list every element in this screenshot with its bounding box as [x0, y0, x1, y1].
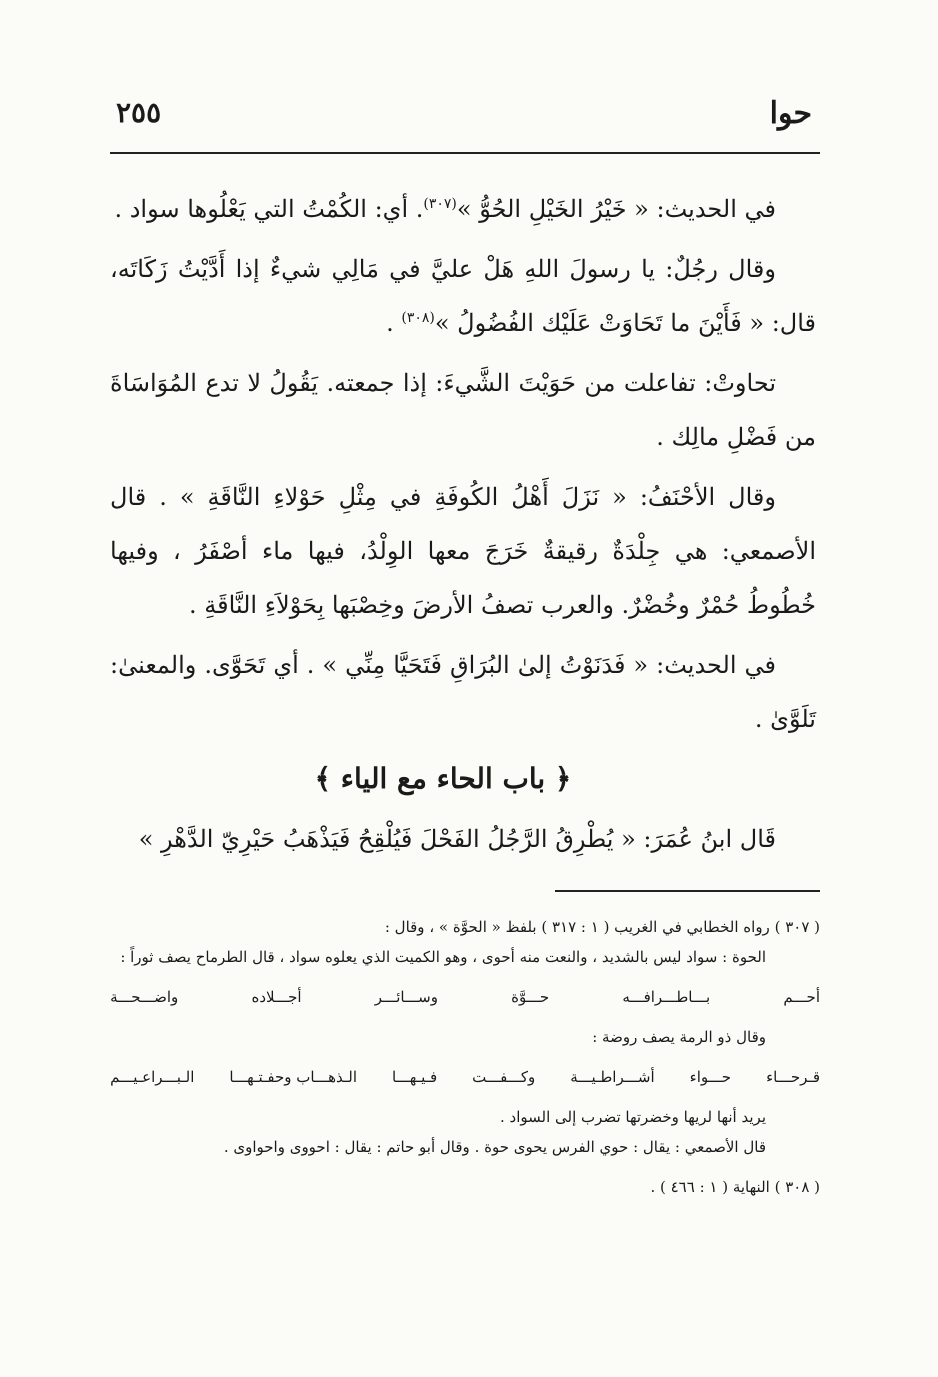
footnotes [110, 912, 820, 1202]
paragraph-6: قَال ابنُ عُمَرَ: « يُطْرِقُ الرَّجُلُ الفَحْلَ فَيُلْقِحُ فَيَذْهَبُ حَيْرِيّ الدَّهْرِ » [138, 825, 776, 853]
main-text [110, 182, 816, 872]
footnote-307-line-5: قال الأصمعي : يقال : حوي الفرس يحوى حوة . وقال أبو حاتم : يقال : احووى واحواوى . [223, 1138, 766, 1156]
paragraph-2-text: وقال رجُلٌ: يا رسولَ اللهِ هَلْ عليَّ في مَالِي شيءٌ إذا أَدَّيْتُ زَكَاتَه، قال: « فَأَيْنَ ما تَحَاوَتْ عَلَيْك الفُضُولُ » [110, 255, 816, 337]
footnote-308: ( ٣٠٨ ) النهاية ( ١ : ٤٦٦ ) . [650, 1178, 820, 1196]
footnote-ref-307[interactable]: (٣٠٧) [423, 196, 457, 212]
verse-2-word: الـبـــراعـيـــم [110, 1068, 195, 1086]
verse-1-word: بـــاطـــرافـــه [622, 988, 711, 1006]
page-header [110, 92, 820, 142]
footnote-ref-308[interactable]: (٣٠٨) [401, 310, 435, 326]
verse-2-word: وكـــفـــت [472, 1068, 536, 1086]
page-number: ٢٥٥ [116, 96, 162, 129]
footnote-divider [555, 890, 820, 892]
verse-1-word: أجـــلاده [251, 988, 302, 1006]
footnote-307-line-1: ( ٣٠٧ ) رواه الخطابي في الغريب ( ١ : ٣١٧ ) بلفظ « الحوَّة » ، وقال : [384, 918, 820, 936]
verse-1-word: وســـائـــر [374, 988, 438, 1006]
header-divider [110, 152, 820, 154]
paragraph-1-tail: . أي: الكُمْتُ التي يَعْلُوها سواد . [114, 195, 424, 223]
verse-1 [110, 982, 820, 1012]
verse-2-word: قـرحـــاء [766, 1068, 820, 1086]
paragraph-1 [110, 182, 816, 236]
paragraph-5: في الحديث: « فَدَنَوْتُ إلىٰ البُرَاقِ فَتَحَيَّا مِنِّي » . أي تَحَوَّى. والمعنىٰ: تَلَوَّىٰ . [110, 651, 816, 733]
running-headword: حوا [769, 96, 812, 131]
verse-2-word: حـــواء [689, 1068, 732, 1086]
verse-2-word: فـيـهـــا [392, 1068, 438, 1086]
verse-1-word: واضـــحـــة [110, 988, 179, 1006]
footnote-307-line-3: وقال ذو الرمة يصف روضة : [592, 1028, 766, 1046]
paragraph-2-tail: . [386, 309, 402, 337]
verse-1-word: أحـــم [783, 988, 820, 1006]
paragraph-4: وقال الأحْنَفُ: « نَزَلَ أَهْلُ الكُوفَةِ في مِثْلِ حَوْلاءِ النَّاقَةِ » . قال الأصمعي: هي جِلْدَةٌ رقيقةٌ خَرَجَ معها الوِلْدُ، فيها ماء أصْفَرُ ، وفيها خُطُوطُ حُمْرٌ وخُضْرٌ. والعرب تصفُ الأرضَ وخِصْبَها بِحَوْلاَءِ النَّاقَةِ . [110, 483, 816, 619]
verse-1-word: حـــوَّة [511, 988, 550, 1006]
footnote-307-line-2: الحوة : سواد ليس بالشديد ، والنعت منه أحوى ، وهو الكميت الذي يعلوه سواد ، قال الطرماح يصف ثوراً : [120, 948, 766, 966]
paragraph-1-text: في الحديث: « خَيْرُ الخَيْلِ الحُوُّ » [456, 195, 776, 223]
verse-2-word: الـذهـــاب وحفـتـهـــا [229, 1068, 358, 1086]
paragraph-2 [110, 242, 816, 350]
paragraph-3: تحاوتْ: تفاعلت من حَوَيْتَ الشَّيءَ: إذا جمعته. يَقُولُ لا تدع المُوَاسَاةَ من فَضْلِ مالِك . [110, 369, 816, 451]
footnote-307-line-4: يريد أنها لريها وخضرتها تضرب إلى السواد . [500, 1108, 766, 1126]
verse-2-word: أشـــراطـيـــة [570, 1068, 655, 1086]
chapter-title: ﴿ باب الحاء مع الياء ﴾ [314, 762, 572, 795]
verse-2 [110, 1062, 820, 1092]
